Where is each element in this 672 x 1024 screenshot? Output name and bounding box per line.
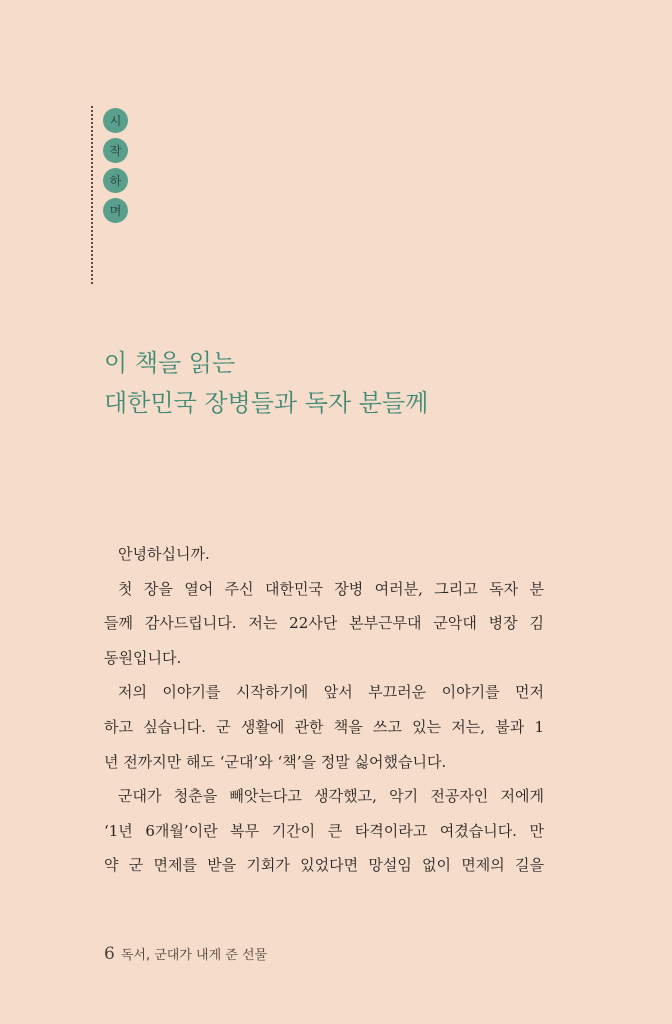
body-line: 저의 이야기를 시작하기에 앞서 부끄러운 이야기를 먼저 (118, 683, 544, 702)
body-line: 년 전까지만 해도 ‘군대’와 ‘책’을 정말 싫어했습니다. (104, 752, 447, 771)
body-line: 안녕하십니까. (118, 545, 210, 563)
body-line: 하고 싶습니다. 군 생활에 관한 책을 쓰고 있는 저는, 불과 1 (104, 717, 544, 736)
dotted-divider (91, 106, 93, 284)
page-footer (104, 944, 267, 964)
body-text (104, 537, 544, 883)
body-line: 약 군 면제를 받을 기회가 있었다면 망설임 없이 면제의 길을 (104, 856, 544, 875)
body-line: ‘1년 6개월’이란 복무 기간이 큰 타격이라고 여겼습니다. 만 (104, 821, 544, 840)
section-label (103, 108, 129, 228)
section-label-char: 작 (103, 138, 128, 163)
section-label-char: 하 (103, 168, 128, 193)
body-line: 동원입니다. (104, 648, 182, 667)
chapter-title (104, 343, 428, 423)
section-label-char: 며 (103, 198, 128, 223)
body-line: 첫 장을 열어 주신 대한민국 장병 여러분, 그리고 독자 분 (118, 579, 544, 598)
body-line: 들께 감사드립니다. 저는 22사단 본부근무대 군악대 병장 김 (104, 614, 544, 633)
section-label-char: 시 (103, 108, 128, 133)
chapter-title-line-1: 이 책을 읽는 (104, 349, 236, 377)
chapter-title-line-2: 대한민국 장병들과 독자 분들께 (104, 389, 429, 417)
running-title: 독서, 군대가 내게 준 선물 (120, 948, 268, 963)
page-number: 6 (104, 944, 115, 964)
body-line: 군대가 청춘을 빼앗는다고 생각했고, 악기 전공자인 저에게 (118, 787, 544, 806)
